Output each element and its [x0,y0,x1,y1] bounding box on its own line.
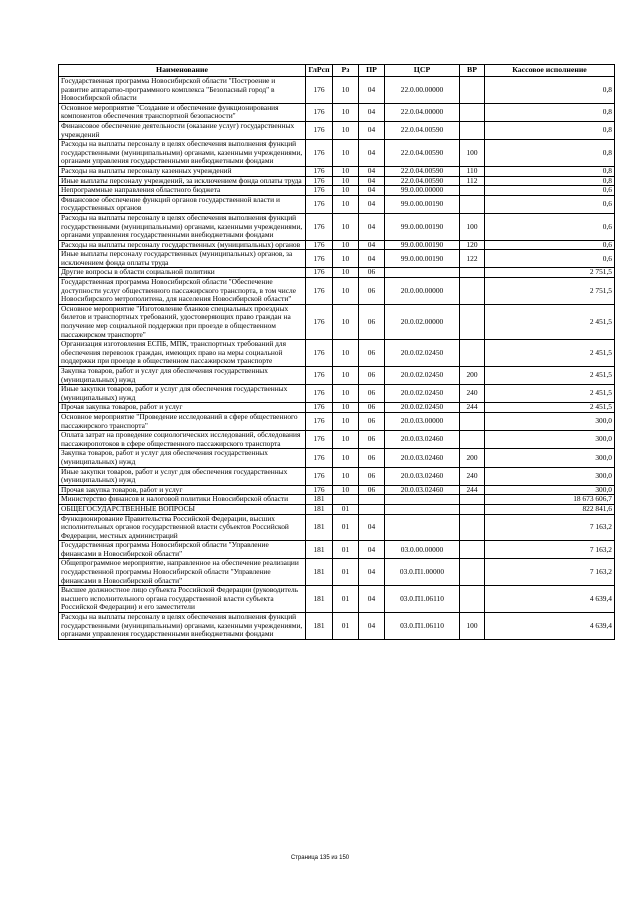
cell-pr: 04 [359,186,385,196]
table-row [59,195,615,213]
table-body [59,77,615,640]
cell-pr: 04 [359,514,385,541]
cell-vr [460,103,485,121]
cell-glrsp: 176 [306,77,333,104]
cell-csr: 03.0.00.00000 [385,541,460,559]
table-row [59,121,615,139]
cell-name: Другие вопросы в области социальной политики [59,268,306,278]
cell-pr: 04 [359,140,385,167]
cell-rz: 10 [333,340,359,367]
cell-csr: 20.0.03.02460 [385,467,460,485]
cell-rz: 10 [333,304,359,339]
cell-csr: 03.0.П1.06110 [385,613,460,640]
cell-glrsp: 176 [306,340,333,367]
cell-sum: 7 163,2 [485,559,615,586]
cell-name: Расходы на выплаты персоналу в целях обеспечения выполнения функций государственными (муниципальными) органами, казенными учреждениями, органами управления государственными внебюджетными фондами [59,213,306,240]
cell-glrsp: 176 [306,431,333,449]
cell-sum: 0,8 [485,121,615,139]
table-row [59,485,615,495]
cell-csr: 20.0.02.00000 [385,304,460,339]
cell-csr: 22.0.04.00590 [385,140,460,167]
cell-pr: 06 [359,268,385,278]
cell-glrsp: 176 [306,367,333,385]
cell-glrsp: 176 [306,140,333,167]
table-row [59,77,615,104]
table-row [59,412,615,430]
table-row [59,176,615,186]
cell-sum: 0,8 [485,77,615,104]
cell-name: Закупка товаров, работ и услуг для обеспечения государственных (муниципальных) нужд [59,449,306,467]
cell-sum: 2 751,5 [485,268,615,278]
header-rz: Рз [333,65,359,77]
cell-name: Основное мероприятие "Проведение исследований в сфере общественного пассажирского транспорта" [59,412,306,430]
table-row [59,240,615,250]
cell-pr: 04 [359,166,385,176]
cell-vr: 120 [460,240,485,250]
cell-name: ОБЩЕГОСУДАРСТВЕННЫЕ ВОПРОСЫ [59,504,306,514]
cell-rz: 10 [333,176,359,186]
cell-rz: 10 [333,166,359,176]
cell-pr: 04 [359,195,385,213]
cell-glrsp: 176 [306,278,333,305]
cell-name: Государственная программа Новосибирской области "Обеспечение доступности услуг общественного пассажирского транспорта, в том числе Новосибирского метрополитена, для населения Новосибирской области" [59,278,306,305]
cell-name: Государственная программа Новосибирской области "Управление финансами в Новосибирской области" [59,541,306,559]
cell-vr [460,495,485,505]
cell-csr: 20.0.03.02460 [385,485,460,495]
cell-name: Финансовое обеспечение функций органов государственной власти и государственных органов [59,195,306,213]
cell-glrsp: 176 [306,121,333,139]
cell-name: Финансовое обеспечение деятельности (оказание услуг) государственных учреждений [59,121,306,139]
cell-vr: 244 [460,403,485,413]
cell-rz: 01 [333,504,359,514]
cell-sum: 0,6 [485,250,615,268]
cell-sum: 2 751,5 [485,278,615,305]
cell-vr [460,514,485,541]
cell-rz: 10 [333,467,359,485]
cell-name: Расходы на выплаты персоналу государственных (муниципальных) органов [59,240,306,250]
cell-vr [460,340,485,367]
cell-sum: 300,0 [485,485,615,495]
header-csr: ЦСР [385,65,460,77]
cell-sum: 0,6 [485,195,615,213]
cell-sum: 822 841,6 [485,504,615,514]
cell-rz: 10 [333,140,359,167]
cell-vr: 100 [460,613,485,640]
cell-rz: 10 [333,240,359,250]
cell-csr: 99.0.00.00000 [385,186,460,196]
cell-csr: 20.0.02.02450 [385,340,460,367]
table-row [59,431,615,449]
cell-name: Иные закупки товаров, работ и услуг для обеспечения государственных (муниципальных) нужд [59,467,306,485]
cell-rz: 01 [333,559,359,586]
cell-vr: 110 [460,166,485,176]
cell-pr: 06 [359,467,385,485]
cell-sum: 4 639,4 [485,586,615,613]
header-vr: ВР [460,65,485,77]
cell-csr [385,495,460,505]
budget-execution-table [58,64,615,640]
cell-vr [460,431,485,449]
cell-pr: 06 [359,340,385,367]
cell-name: Иные выплаты персоналу учреждений, за исключением фонда оплаты труда [59,176,306,186]
cell-csr: 99.0.00.00190 [385,213,460,240]
cell-name: Расходы на выплаты персоналу в целях обеспечения выполнения функций государственными (муниципальными) органами, казенными учреждениями, органами управления государственными внебюджетными фондами [59,613,306,640]
cell-glrsp: 181 [306,514,333,541]
cell-name: Основное мероприятие "Изготовление бланков специальных проездных билетов и транспортных требований, удостоверяющих право граждан на получение мер социальной поддержки при проезде в общественном пассажирском транспорте" [59,304,306,339]
cell-glrsp: 176 [306,176,333,186]
cell-pr: 06 [359,304,385,339]
cell-glrsp: 176 [306,403,333,413]
cell-pr: 06 [359,278,385,305]
cell-rz: 10 [333,186,359,196]
cell-pr: 06 [359,385,385,403]
cell-pr: 04 [359,213,385,240]
cell-vr [460,268,485,278]
table-row [59,367,615,385]
cell-vr: 200 [460,367,485,385]
cell-vr [460,412,485,430]
cell-pr: 04 [359,240,385,250]
cell-glrsp: 176 [306,467,333,485]
table-row [59,514,615,541]
cell-sum: 300,0 [485,431,615,449]
cell-pr: 04 [359,176,385,186]
cell-glrsp: 181 [306,586,333,613]
cell-sum: 300,0 [485,412,615,430]
cell-rz: 10 [333,77,359,104]
header-sum: Кассовое исполнение [485,65,615,77]
cell-vr: 122 [460,250,485,268]
cell-rz: 10 [333,403,359,413]
table-row [59,278,615,305]
cell-csr: 22.0.04.00590 [385,121,460,139]
cell-rz: 10 [333,367,359,385]
cell-pr: 04 [359,121,385,139]
cell-pr: 06 [359,431,385,449]
cell-name: Общепрограммное мероприятие, направленное на обеспечение реализации государственной программы Новосибирской области "Управление финансами в Новосибирской области" [59,559,306,586]
table-row [59,449,615,467]
cell-vr [460,195,485,213]
cell-glrsp: 176 [306,213,333,240]
cell-vr [460,559,485,586]
cell-glrsp: 176 [306,166,333,176]
cell-sum: 7 163,2 [485,541,615,559]
table-row [59,213,615,240]
cell-glrsp: 176 [306,485,333,495]
cell-csr: 22.0.04.00000 [385,103,460,121]
cell-name: Расходы на выплаты персоналу в целях обеспечения выполнения функций государственными (муниципальными) органами, казенными учреждениями, органами управления государственными внебюджетными фондами [59,140,306,167]
cell-vr: 100 [460,213,485,240]
table-row [59,304,615,339]
cell-name: Высшее должностное лицо субъекта Российской Федерации (руководитель высшего исполнительного органа государственной власти субъекта Российской Федерации) и его заместители [59,586,306,613]
cell-vr: 112 [460,176,485,186]
table-row [59,250,615,268]
cell-vr [460,304,485,339]
cell-name: Закупка товаров, работ и услуг для обеспечения государственных (муниципальных) нужд [59,367,306,385]
cell-pr: 06 [359,485,385,495]
cell-pr [359,504,385,514]
table-row [59,403,615,413]
cell-name: Оплата затрат на проведение социологических исследований, обследования пассажиропотоков в сфере общественного пассажирского транспорта [59,431,306,449]
cell-name: Основное мероприятие "Создание и обеспечение функционирования компонентов обеспечения транспортной безопасности" [59,103,306,121]
cell-name: Государственная программа Новосибирской области "Построение и развитие аппаратно-программного комплекса "Безопасный город" в Новосибирской области [59,77,306,104]
cell-vr [460,186,485,196]
cell-pr: 04 [359,77,385,104]
cell-pr: 06 [359,403,385,413]
cell-vr [460,121,485,139]
table-row [59,340,615,367]
cell-glrsp: 176 [306,385,333,403]
table-row [59,268,615,278]
cell-glrsp: 181 [306,613,333,640]
cell-name: Непрограммные направления областного бюджета [59,186,306,196]
cell-glrsp: 181 [306,495,333,505]
cell-vr: 200 [460,449,485,467]
cell-sum: 7 163,2 [485,514,615,541]
table-row [59,103,615,121]
cell-sum: 300,0 [485,467,615,485]
header-name: Наименование [59,65,306,77]
cell-rz: 10 [333,213,359,240]
cell-sum: 0,6 [485,240,615,250]
table-row [59,166,615,176]
cell-csr: 20.0.03.02460 [385,431,460,449]
cell-csr: 20.0.00.00000 [385,278,460,305]
cell-name: Прочая закупка товаров, работ и услуг [59,485,306,495]
cell-pr: 04 [359,559,385,586]
cell-rz: 01 [333,586,359,613]
cell-name: Прочая закупка товаров, работ и услуг [59,403,306,413]
cell-csr: 03.0.П1.06110 [385,586,460,613]
cell-csr: 20.0.02.02450 [385,385,460,403]
cell-name: Иные выплаты персоналу государственных (муниципальных) органов, за исключением фонда оплаты труда [59,250,306,268]
cell-csr [385,514,460,541]
cell-sum: 18 673 606,7 [485,495,615,505]
cell-rz: 01 [333,613,359,640]
cell-sum: 300,0 [485,449,615,467]
cell-vr: 100 [460,140,485,167]
cell-rz: 10 [333,485,359,495]
table-row [59,186,615,196]
cell-glrsp: 176 [306,268,333,278]
cell-name: Расходы на выплаты персоналу казенных учреждений [59,166,306,176]
cell-csr: 99.0.00.00190 [385,250,460,268]
cell-glrsp: 176 [306,449,333,467]
cell-glrsp: 176 [306,412,333,430]
header-glrsp: ГлРсп [306,65,333,77]
cell-csr: 20.0.02.02450 [385,367,460,385]
table-row [59,586,615,613]
cell-csr: 03.0.П1.00000 [385,559,460,586]
cell-pr: 04 [359,541,385,559]
cell-sum: 2 451,5 [485,367,615,385]
table-row [59,385,615,403]
cell-vr [460,541,485,559]
cell-vr [460,504,485,514]
cell-sum: 0,6 [485,213,615,240]
cell-glrsp: 181 [306,541,333,559]
page-number: Страница 135 из 150 [290,855,350,861]
cell-sum: 0,8 [485,103,615,121]
cell-sum: 2 451,5 [485,385,615,403]
cell-vr [460,278,485,305]
header-pr: ПР [359,65,385,77]
cell-csr: 99.0.00.00190 [385,195,460,213]
table-header-row [59,65,615,77]
cell-glrsp: 181 [306,559,333,586]
cell-name: Иные закупки товаров, работ и услуг для обеспечения государственных (муниципальных) нужд [59,385,306,403]
table-row [59,467,615,485]
cell-sum: 2 451,5 [485,340,615,367]
cell-pr [359,495,385,505]
cell-rz: 10 [333,449,359,467]
cell-rz: 10 [333,278,359,305]
cell-rz: 10 [333,268,359,278]
cell-pr: 06 [359,367,385,385]
cell-glrsp: 181 [306,504,333,514]
cell-vr: 240 [460,385,485,403]
cell-name: Организация изготовления ЕСПБ, МПК, транспортных требований для обеспечения перевозок граждан, имеющих право на меры социальной поддержки при проезде в общественном пассажирском транспорте [59,340,306,367]
cell-rz: 01 [333,514,359,541]
cell-rz: 10 [333,250,359,268]
cell-pr: 06 [359,449,385,467]
cell-name: Функционирование Правительства Российской Федерации, высших исполнительных органов государственной власти субъектов Российской Федерации, местных администраций [59,514,306,541]
cell-rz: 10 [333,431,359,449]
cell-pr: 04 [359,586,385,613]
cell-rz [333,495,359,505]
cell-rz: 10 [333,103,359,121]
cell-pr: 04 [359,250,385,268]
table-row [59,140,615,167]
cell-sum: 0,6 [485,186,615,196]
table-row [59,559,615,586]
cell-sum: 2 451,5 [485,304,615,339]
cell-csr: 20.0.03.00000 [385,412,460,430]
cell-glrsp: 176 [306,195,333,213]
cell-csr: 20.0.03.02460 [385,449,460,467]
cell-csr [385,268,460,278]
cell-vr [460,586,485,613]
cell-csr: 22.0.04.00590 [385,176,460,186]
cell-pr: 04 [359,103,385,121]
cell-rz: 01 [333,541,359,559]
cell-pr: 04 [359,613,385,640]
cell-sum: 4 639,4 [485,613,615,640]
cell-rz: 10 [333,195,359,213]
cell-glrsp: 176 [306,250,333,268]
cell-rz: 10 [333,385,359,403]
cell-glrsp: 176 [306,240,333,250]
cell-pr: 06 [359,412,385,430]
cell-sum: 0,8 [485,140,615,167]
cell-sum: 0,8 [485,166,615,176]
cell-sum: 0,8 [485,176,615,186]
cell-csr: 22.0.04.00590 [385,166,460,176]
cell-glrsp: 176 [306,103,333,121]
cell-csr: 22.0.00.00000 [385,77,460,104]
cell-csr: 20.0.02.02450 [385,403,460,413]
cell-sum: 2 451,5 [485,403,615,413]
cell-csr [385,504,460,514]
cell-rz: 10 [333,412,359,430]
cell-vr: 244 [460,485,485,495]
table-row [59,613,615,640]
cell-glrsp: 176 [306,304,333,339]
cell-csr: 99.0.00.00190 [385,240,460,250]
cell-name: Министерство финансов и налоговой политики Новосибирской области [59,495,306,505]
cell-vr [460,77,485,104]
cell-vr: 240 [460,467,485,485]
table-row [59,495,615,505]
cell-rz: 10 [333,121,359,139]
table-row [59,504,615,514]
table-row [59,541,615,559]
cell-glrsp: 176 [306,186,333,196]
